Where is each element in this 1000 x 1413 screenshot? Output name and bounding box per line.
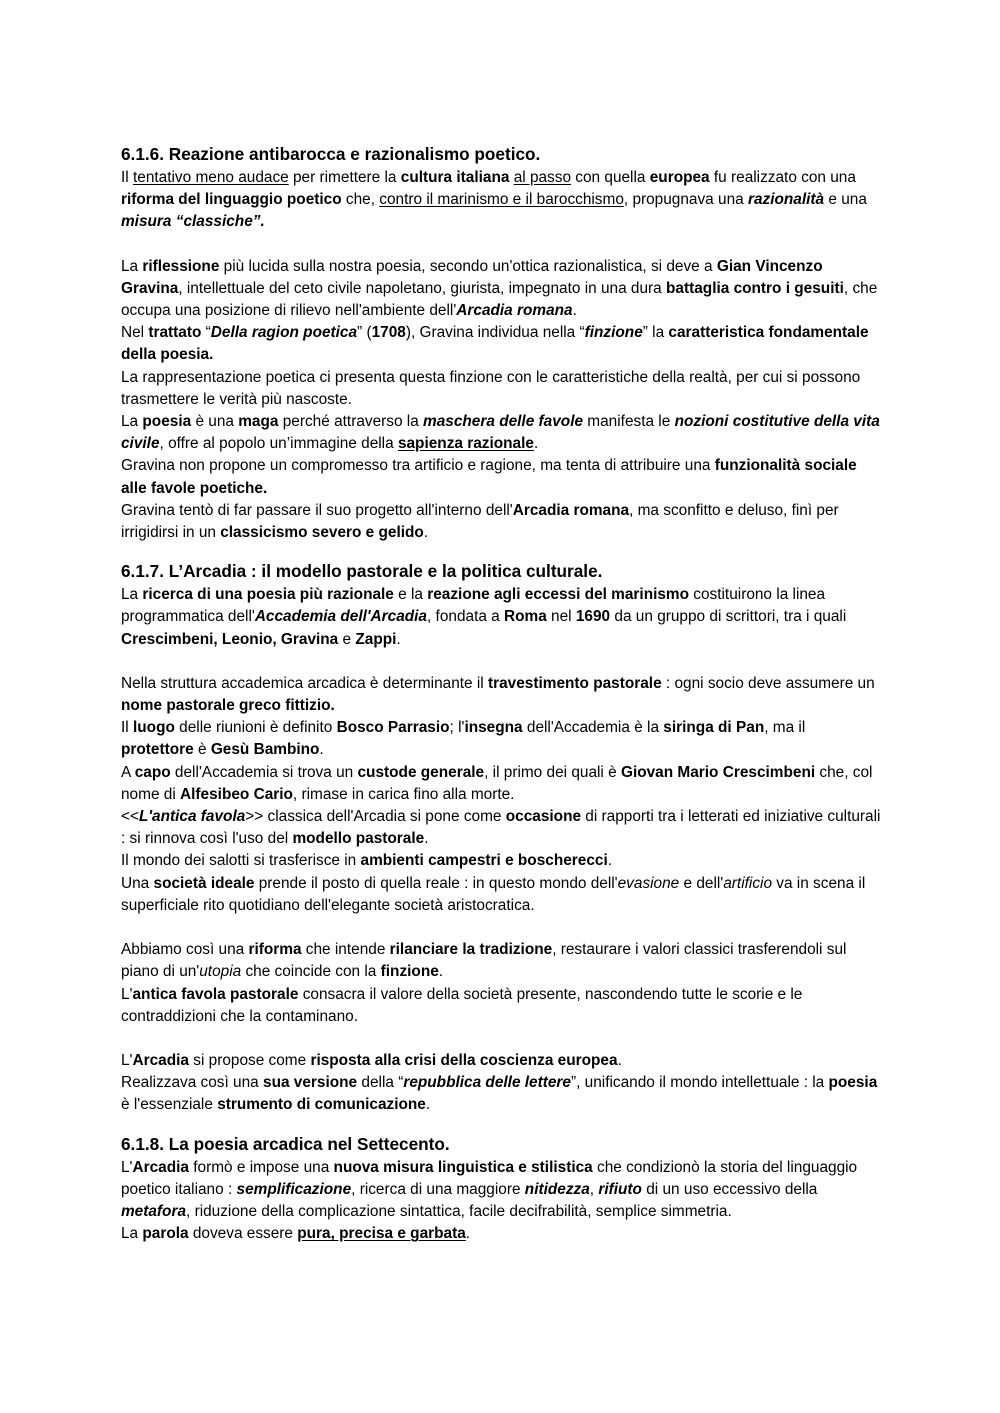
text-run: con quella xyxy=(571,169,650,186)
text-run: ” ( xyxy=(357,324,372,342)
text-run: repubblica delle lettere xyxy=(403,1074,571,1092)
text-run: . xyxy=(423,524,429,542)
text-run: A xyxy=(121,763,135,781)
text-run: Il xyxy=(121,719,133,737)
text-run: Accademia dell'Arcadia xyxy=(254,608,427,626)
text-run: ), Gravina individua nella “ xyxy=(405,324,585,342)
text-run: contro il marinismo e il barocchismo xyxy=(379,191,624,209)
paragraph xyxy=(121,1072,881,1116)
text-run: formò e impose una xyxy=(188,1158,334,1176)
text-run: . xyxy=(617,1051,622,1069)
text-run: al passo xyxy=(513,169,572,186)
text-run: che, xyxy=(341,191,380,209)
text-run: razionalità xyxy=(747,191,825,209)
paragraph xyxy=(121,1223,881,1245)
text-run: luogo xyxy=(132,719,175,737)
text-run: ricerca di una poesia più razionale xyxy=(142,586,394,604)
text-run: . xyxy=(533,435,539,453)
text-run: L'antica favola xyxy=(138,808,246,826)
text-run: riflessione xyxy=(142,257,220,275)
text-run: occasione xyxy=(505,808,582,826)
text-run: rifiuto xyxy=(598,1180,642,1198)
text-run: risposta alla crisi della coscienza europea xyxy=(310,1051,618,1069)
text-run: prende il posto di quella reale : in questo mondo dell' xyxy=(254,874,618,892)
text-run: L' xyxy=(121,1051,133,1069)
text-run: metafora xyxy=(121,1202,187,1220)
document-page xyxy=(121,141,881,1245)
text-run: capo xyxy=(134,763,171,781)
paragraph xyxy=(121,584,881,651)
text-run: parola xyxy=(142,1225,189,1243)
text-run: ; l' xyxy=(449,719,465,737)
text-run: finzione xyxy=(380,963,439,981)
section-title-6-1-8: 6.1.8. La poesia arcadica nel Settecento. xyxy=(121,1133,450,1154)
text-run: , intellettuale del ceto civile napoletano, giurista, impegnato in una dura xyxy=(178,279,667,297)
text-run: Nella struttura accademica arcadica è determinante il xyxy=(121,674,488,692)
text-run: Della ragion poetica xyxy=(210,324,358,342)
text-run: misura “classiche”. xyxy=(121,213,265,231)
paragraph xyxy=(121,717,881,761)
text-run: Arcadia romana xyxy=(512,501,630,519)
text-run: e xyxy=(338,630,356,648)
text-run: Crescimbeni, Leonio, Gravina xyxy=(121,630,339,648)
text-run: , xyxy=(589,1180,599,1198)
text-run: : ogni socio deve assumere un xyxy=(661,674,875,692)
text-run: caratteristica fondamentale della poesia. xyxy=(121,324,869,364)
text-run: battaglia contro i gesuiti xyxy=(666,279,844,297)
text-run: da un gruppo di scrittori, tra i quali xyxy=(610,608,847,626)
text-run: poesia xyxy=(828,1074,878,1092)
text-run: artificio xyxy=(723,874,772,892)
text-run: rilanciare la tradizione xyxy=(389,941,553,959)
text-run: antica favola pastorale xyxy=(132,985,299,1003)
text-run: Zappi xyxy=(355,630,397,648)
paragraph xyxy=(121,984,881,1028)
text-run: nuova misura linguistica e stilistica xyxy=(333,1158,593,1176)
paragraph xyxy=(121,762,881,806)
text-run: protettore xyxy=(121,741,194,759)
text-run: e la xyxy=(393,586,428,604)
text-run: , il primo dei quali è xyxy=(484,763,621,781)
text-run: insegna xyxy=(464,719,523,737)
text-run: dell'Accademia si trova un xyxy=(170,763,358,781)
text-run: che condizionò la storia del linguaggio poetico italiano : xyxy=(121,1158,858,1198)
text-run: Gravina non propone un compromesso tra artificio e ragione, ma tenta di attribuire una xyxy=(121,457,715,475)
text-run: evasione xyxy=(617,874,680,892)
text-run: della “ xyxy=(357,1074,404,1092)
text-run: . xyxy=(424,830,429,848)
text-run: custode generale xyxy=(357,763,485,781)
text-run: L' xyxy=(121,1158,133,1176)
text-run: strumento di comunicazione xyxy=(217,1096,426,1114)
text-run: Gian Vincenzo Gravina xyxy=(121,257,823,297)
text-run: finzione xyxy=(584,324,643,342)
text-run: va in scena il superficiale rito quotidiano dell'elegante società aristocratica. xyxy=(121,874,866,914)
text-run: , offre al popolo un’immagine della xyxy=(159,435,398,453)
text-run: che, col nome di xyxy=(121,763,873,803)
text-run: nel xyxy=(546,608,576,626)
text-run: 1690 xyxy=(575,608,611,626)
text-run: doveva essere xyxy=(188,1225,298,1243)
text-run: “ xyxy=(201,324,211,342)
text-run: sua versione xyxy=(263,1074,358,1092)
text-run: consacra il valore della società presente, nascondendo tutte le scorie e le contraddizioni che la contaminano. xyxy=(121,985,803,1025)
text-run: delle riunioni è definito xyxy=(174,719,337,737)
section-title-6-1-7: 6.1.7. L’Arcadia : il modello pastorale e la politica culturale. xyxy=(121,561,603,582)
text-run: siringa di Pan xyxy=(663,719,765,737)
text-run: per rimettere la xyxy=(288,169,401,186)
section-title-6-1-6: 6.1.6. Reazione antibarocca e razionalismo poetico. xyxy=(121,144,541,164)
text-run: Il xyxy=(121,169,133,186)
paragraph xyxy=(121,322,881,366)
text-run: tentativo meno audace xyxy=(132,169,289,186)
text-run: nome pastorale greco fittizio. xyxy=(121,697,335,715)
text-run: La xyxy=(121,413,143,431)
text-run: è l'essenziale xyxy=(121,1096,218,1114)
text-run: Nel xyxy=(121,324,149,342)
text-run: , fondata a xyxy=(427,608,505,626)
text-run: . xyxy=(396,630,401,648)
text-run: riforma xyxy=(248,941,302,959)
paragraph xyxy=(121,500,881,544)
text-run: . xyxy=(425,1096,431,1114)
text-run: pura, precisa e garbata xyxy=(297,1225,466,1243)
text-run: , propugnava una xyxy=(623,191,748,209)
text-run: La xyxy=(121,1225,143,1243)
paragraph xyxy=(121,673,881,717)
text-run: 1708 xyxy=(371,324,406,342)
text-run: >> classica dell'Arcadia si pone come xyxy=(245,808,506,826)
text-run: Arcadia xyxy=(132,1051,189,1069)
text-run: e dell' xyxy=(679,874,724,892)
text-run: che intende xyxy=(301,941,390,959)
text-run: . xyxy=(607,852,613,870)
text-run: . xyxy=(572,302,577,320)
text-run: Alfesibeo Cario xyxy=(180,785,293,803)
text-run: riforma del linguaggio poetico xyxy=(121,191,342,209)
text-run: , rimase in carica fino alla morte. xyxy=(292,785,515,803)
text-run: dell'Accademia è la xyxy=(522,719,664,737)
paragraph xyxy=(121,167,881,234)
text-run: utopia xyxy=(199,963,242,981)
paragraph xyxy=(121,256,881,323)
text-run: funzionalità sociale alle favole poetiche. xyxy=(121,457,857,497)
text-run: Roma xyxy=(504,608,547,626)
text-run: , restaurare i valori classici trasferendoli sul piano di un' xyxy=(121,941,847,981)
text-run: maschera delle favole xyxy=(423,413,584,431)
text-run: e una xyxy=(824,191,867,209)
text-run: travestimento pastorale xyxy=(488,674,662,692)
text-run: di rapporti tra i letterati ed iniziative culturali : si rinnova così l'uso del xyxy=(121,808,881,848)
text-run: . xyxy=(465,1225,471,1243)
paragraph xyxy=(121,455,881,499)
text-run: , ma sconfitto e deluso, finì per irrigidirsi in un xyxy=(121,501,839,542)
text-run: Bosco Parrasio xyxy=(336,719,450,737)
text-run: modello pastorale xyxy=(292,830,425,848)
paragraph xyxy=(121,367,881,411)
text-run: di un uso eccessivo della xyxy=(641,1180,818,1198)
text-run: trattato xyxy=(148,324,202,342)
text-run: L' xyxy=(121,985,133,1003)
text-run: è una xyxy=(191,413,239,431)
text-run: reazione agli eccessi del marinismo xyxy=(427,586,690,604)
text-run: Arcadia romana xyxy=(456,302,573,320)
text-run: ” la xyxy=(642,324,669,342)
text-run: si propose come xyxy=(188,1051,311,1069)
text-run: La rappresentazione poetica ci presenta questa finzione con le caratteristiche della realtà, per cui si possono trasmettere le verità più nascoste. xyxy=(121,368,861,408)
text-run: ambienti campestri e boschereccі xyxy=(360,852,608,870)
paragraph xyxy=(121,1050,881,1072)
text-run: Abbiamo così una xyxy=(121,941,249,959)
paragraph xyxy=(121,411,881,455)
text-run: sapienza razionale xyxy=(397,435,534,453)
text-run: è xyxy=(193,741,211,759)
text-run: che coincide con la xyxy=(241,963,381,981)
text-run: . xyxy=(438,963,444,981)
text-run: << xyxy=(121,808,139,826)
text-run: Il mondo dei salotti si trasferisce in xyxy=(121,852,361,870)
text-run: fu realizzato con una xyxy=(709,169,856,186)
text-run: ”, unificando il mondo intellettuale : la xyxy=(570,1074,829,1092)
text-run: La xyxy=(121,586,143,604)
text-run: Una xyxy=(121,874,154,892)
text-run: società ideale xyxy=(153,874,255,892)
text-run: manifesta le xyxy=(583,413,675,431)
text-run: cultura italiana xyxy=(400,169,510,186)
text-run: poesia xyxy=(142,413,192,431)
text-run: Giovan Mario Crescimbeni xyxy=(620,763,816,781)
paragraph xyxy=(121,1157,881,1224)
text-run: nitidezza xyxy=(524,1180,590,1198)
text-run: , ricerca di una maggiore xyxy=(351,1180,525,1198)
text-run: più lucida sulla nostra poesia, secondo un'ottica razionalistica, si deve a xyxy=(219,257,717,275)
paragraph xyxy=(121,873,881,917)
paragraph xyxy=(121,939,881,983)
text-run: maga xyxy=(238,413,279,431)
text-run: costituirono la linea programmatica dell' xyxy=(121,586,826,626)
text-run: , riduzione della complicazione sintattica, facile decifrabilità, semplice simmetria. xyxy=(186,1202,732,1220)
text-run: La xyxy=(121,257,143,275)
text-run: nozioni costitutive della vita civile xyxy=(121,413,880,453)
text-run: semplificazione xyxy=(236,1180,352,1198)
text-run: perché attraverso la xyxy=(278,413,424,431)
paragraph xyxy=(121,850,881,872)
text-run: Arcadia xyxy=(132,1158,189,1176)
text-run: classicismo severo e gelido xyxy=(220,524,424,542)
text-run: . xyxy=(319,741,324,759)
text-run: , ma il xyxy=(764,719,806,737)
text-run: , che occupa una posizione di rilievo nell'ambiente dell' xyxy=(121,279,878,320)
text-run: Gravina tentò di far passare il suo progetto all'interno dell' xyxy=(121,501,513,519)
text-run: Realizzava così una xyxy=(121,1074,264,1092)
paragraph xyxy=(121,806,881,850)
text-run: europea xyxy=(649,169,710,186)
text-run: Gesù Bambino xyxy=(210,741,320,759)
